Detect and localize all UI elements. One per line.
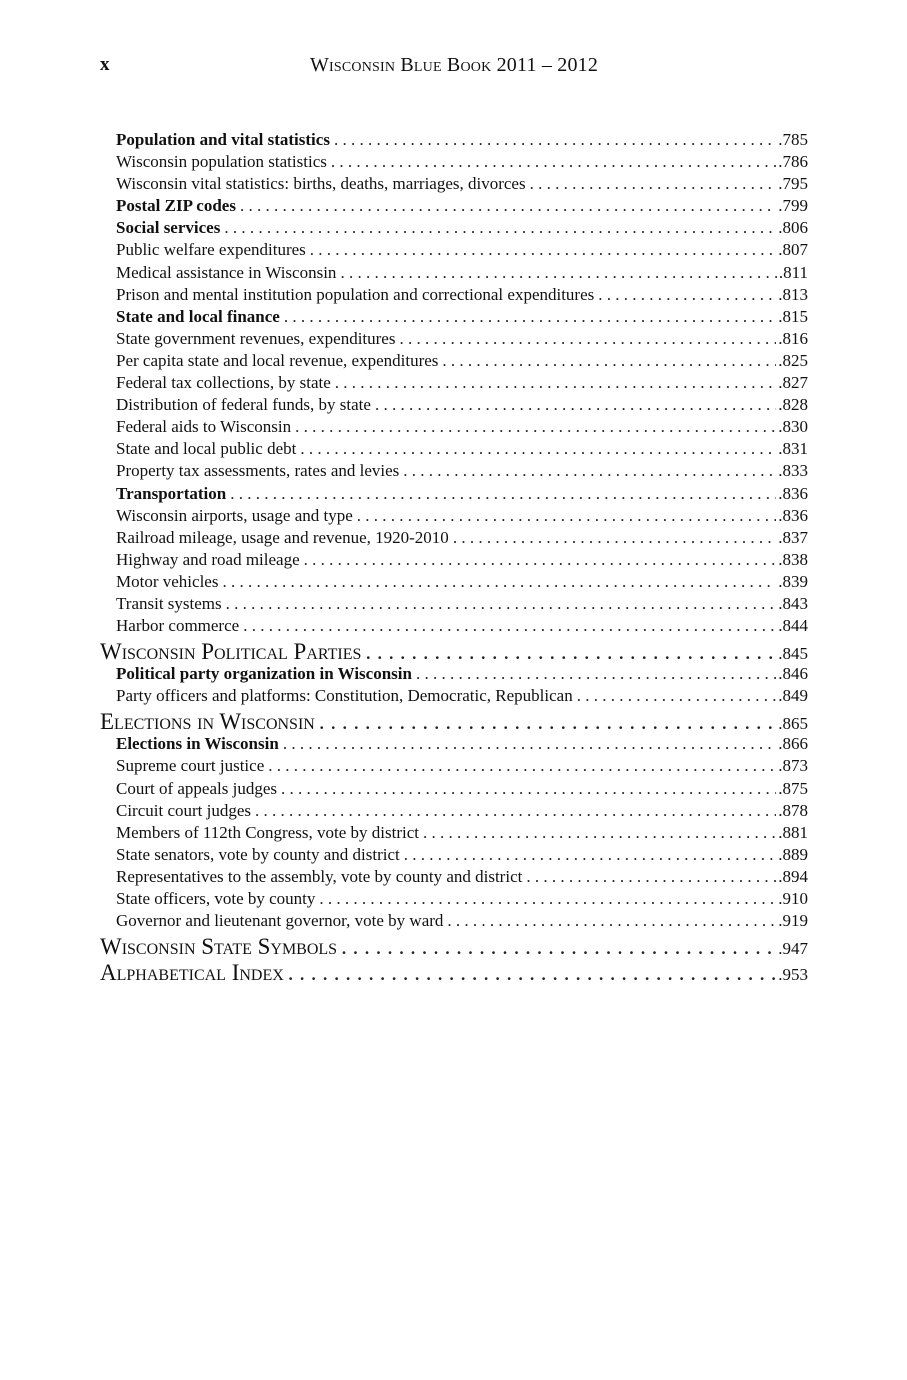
dot-leader <box>240 196 776 216</box>
toc-entry[interactable] <box>100 801 808 823</box>
toc-entry[interactable] <box>100 395 808 417</box>
dot-leader <box>268 756 776 776</box>
dot-leader <box>453 528 776 548</box>
toc-entry-page: .910 <box>778 889 808 908</box>
toc-entry[interactable] <box>100 528 808 550</box>
toc-entry[interactable] <box>100 240 808 262</box>
toc-entry-title: Elections in Wisconsin <box>116 734 279 754</box>
toc-entry-title: Representatives to the assembly, vote by county and district <box>116 866 523 886</box>
toc-entry[interactable] <box>100 594 808 616</box>
toc-entry-title: Transportation <box>116 483 227 503</box>
toc-entry[interactable] <box>100 461 808 483</box>
toc-entry-title: State senators, vote by county and district <box>116 844 400 864</box>
toc-entry[interactable] <box>100 484 808 506</box>
toc-entry-title: Wisconsin population statistics <box>116 152 327 172</box>
toc-entry[interactable] <box>100 417 808 439</box>
dot-leader <box>319 889 776 909</box>
toc-entry[interactable] <box>100 373 808 395</box>
toc-entry-title: Elections in Wisconsin <box>100 709 315 735</box>
toc-entry[interactable] <box>100 218 808 240</box>
dot-leader <box>243 616 776 636</box>
toc-entry-title: Social services <box>116 218 221 238</box>
toc-entry[interactable] <box>100 664 808 686</box>
toc-entry-page: .866 <box>778 734 808 754</box>
toc-entry[interactable] <box>100 823 808 845</box>
dot-leader <box>222 572 776 592</box>
toc-entry-page: .839 <box>778 571 808 591</box>
toc-entry[interactable] <box>100 263 808 285</box>
toc-entry-page: .795 <box>778 174 808 194</box>
toc-entry-title: Wisconsin State Symbols <box>100 934 338 960</box>
dot-leader <box>283 734 776 754</box>
toc-entry-page: .831 <box>778 439 808 459</box>
toc-entry-page: .919 <box>778 911 808 931</box>
dot-leader <box>288 960 776 985</box>
toc-entry-page: .878 <box>778 800 808 820</box>
toc-entry-page: .807 <box>778 240 808 260</box>
toc-entry-page: .827 <box>778 373 808 393</box>
toc-entry-page: .785 <box>778 130 808 149</box>
toc-entry-page: .825 <box>778 350 808 370</box>
toc-entry[interactable] <box>100 572 808 594</box>
dot-leader <box>226 594 777 614</box>
toc-entry-title: Party officers and platforms: Constitution, Democratic, Republican <box>116 686 573 706</box>
dot-leader <box>331 152 776 172</box>
dot-leader <box>310 240 776 260</box>
dot-leader <box>295 417 776 437</box>
toc-entry-title: Postal ZIP codes <box>116 196 236 216</box>
toc-entry-page: .837 <box>778 527 808 547</box>
toc-entry-title: Harbor commerce <box>116 616 240 636</box>
dot-leader <box>598 285 776 305</box>
toc-entry[interactable] <box>100 130 808 152</box>
dot-leader <box>404 845 777 865</box>
toc-entry-page: .889 <box>778 844 808 864</box>
toc-entry-title: Population and vital statistics <box>116 130 330 149</box>
toc-entry-page: .894 <box>778 866 808 886</box>
toc-entry-page: .811 <box>778 262 808 282</box>
toc-entry-page: .830 <box>778 417 808 437</box>
toc-section-entry[interactable] <box>100 959 808 985</box>
toc-entry[interactable] <box>100 889 808 911</box>
toc-entry[interactable] <box>100 285 808 307</box>
dot-leader <box>530 174 777 194</box>
toc-entry-title: Court of appeals judges <box>116 778 277 798</box>
toc-entry[interactable] <box>100 152 808 174</box>
toc-section-entry[interactable] <box>100 933 808 959</box>
toc-entry[interactable] <box>100 867 808 889</box>
toc-entry-page: .838 <box>778 549 808 569</box>
toc-entry-page: .875 <box>778 778 808 798</box>
toc-entry-title: Alphabetical Index <box>100 960 284 986</box>
toc-entry-page: .786 <box>778 152 808 172</box>
toc-entry-title: Wisconsin vital statistics: births, deaths, marriages, divorces <box>116 174 526 194</box>
running-title: Wisconsin Blue Book 2011 – 2012 <box>309 54 599 76</box>
toc-entry[interactable] <box>100 196 808 218</box>
toc-entry-page: .833 <box>778 461 808 481</box>
toc-entry-title: Wisconsin Political Parties <box>100 639 362 665</box>
toc-entry[interactable] <box>100 307 808 329</box>
dot-leader <box>340 263 776 283</box>
toc-entry-title: Transit systems <box>116 593 222 613</box>
dot-leader <box>304 550 777 570</box>
toc-entry[interactable] <box>100 911 808 933</box>
toc-entry[interactable] <box>100 329 808 351</box>
toc-entry-title: Federal aids to Wisconsin <box>116 417 292 437</box>
toc-entry-title: State officers, vote by county <box>116 889 316 908</box>
toc-entry-title: Wisconsin airports, usage and type <box>116 505 353 525</box>
toc-entry-page: .816 <box>778 328 808 348</box>
toc-entry-page: .836 <box>778 483 808 503</box>
dot-leader <box>334 130 776 150</box>
toc-entry-page: .843 <box>778 593 808 613</box>
dot-leader <box>341 934 776 959</box>
toc-entry[interactable] <box>100 616 808 638</box>
dot-leader <box>416 664 776 684</box>
toc-entry-title: Motor vehicles <box>116 571 219 591</box>
toc-entry-title: Federal tax collections, by state <box>116 373 331 393</box>
toc-entry-title: Prison and mental institution population and correctional expenditures <box>116 284 595 304</box>
dot-leader <box>230 484 776 504</box>
dot-leader <box>375 395 776 415</box>
toc-entry-page: .865 <box>778 714 808 734</box>
toc-entry-page: .799 <box>778 196 808 216</box>
toc-entry-page: .836 <box>778 505 808 525</box>
toc-entry-title: State government revenues, expenditures <box>116 328 396 348</box>
toc-entry-page: .815 <box>778 306 808 326</box>
toc-entry-title: Political party organization in Wisconsin <box>116 664 412 684</box>
toc-entry-title: Medical assistance in Wisconsin <box>116 262 337 282</box>
toc-entry[interactable] <box>100 779 808 801</box>
page-header <box>100 54 808 82</box>
dot-leader <box>284 307 776 327</box>
dot-leader <box>319 709 776 734</box>
toc-entry[interactable] <box>100 734 808 756</box>
toc-entry-title: Governor and lieutenant governor, vote by ward <box>116 911 444 931</box>
dot-leader <box>423 823 776 843</box>
dot-leader <box>399 329 776 349</box>
toc-entry[interactable] <box>100 506 808 528</box>
dot-leader <box>447 911 776 931</box>
table-of-contents <box>100 130 808 985</box>
toc-entry-title: Members of 112th Congress, vote by district <box>116 822 419 842</box>
toc-entry-page: .806 <box>778 218 808 238</box>
toc-entry-page: .846 <box>778 664 808 684</box>
toc-entry-page: .881 <box>778 822 808 842</box>
dot-leader <box>224 218 776 238</box>
dot-leader <box>403 461 776 481</box>
toc-entry-title: State and local public debt <box>116 439 297 459</box>
toc-entry-title: Distribution of federal funds, by state <box>116 395 371 415</box>
dot-leader <box>577 686 777 706</box>
toc-entry-page: .953 <box>778 965 808 985</box>
toc-entry-page: .828 <box>778 395 808 415</box>
toc-entry-title: Highway and road mileage <box>116 549 300 569</box>
toc-entry-title: Property tax assessments, rates and levies <box>116 461 400 481</box>
dot-leader <box>442 351 776 371</box>
dot-leader <box>255 801 776 821</box>
toc-entry[interactable] <box>100 439 808 461</box>
toc-section-entry[interactable] <box>100 638 808 664</box>
dot-leader <box>365 639 776 664</box>
toc-entry[interactable] <box>100 174 808 196</box>
toc-entry[interactable] <box>100 756 808 778</box>
dot-leader <box>281 779 776 799</box>
toc-entry-title: Supreme court justice <box>116 756 265 776</box>
toc-entry[interactable] <box>100 351 808 373</box>
toc-section-entry[interactable] <box>100 708 808 734</box>
toc-entry-page: .873 <box>778 756 808 776</box>
dot-leader <box>526 867 776 887</box>
toc-entry-page: .813 <box>778 284 808 304</box>
toc-entry-page: .844 <box>778 616 808 636</box>
toc-entry-title: Public welfare expenditures <box>116 240 306 260</box>
dot-leader <box>357 506 776 526</box>
toc-entry-page: .849 <box>778 686 808 706</box>
toc-entry[interactable] <box>100 845 808 867</box>
toc-entry[interactable] <box>100 686 808 708</box>
toc-entry-title: Per capita state and local revenue, expenditures <box>116 350 439 370</box>
toc-entry[interactable] <box>100 550 808 572</box>
toc-entry-page: .947 <box>778 939 808 959</box>
toc-entry-page: .845 <box>778 644 808 664</box>
toc-entry-title: Railroad mileage, usage and revenue, 1920-2010 <box>116 527 449 547</box>
dot-leader <box>335 373 776 393</box>
page-number: x <box>100 54 110 75</box>
toc-entry-title: State and local finance <box>116 306 280 326</box>
dot-leader <box>300 439 776 459</box>
toc-entry-title: Circuit court judges <box>116 800 252 820</box>
